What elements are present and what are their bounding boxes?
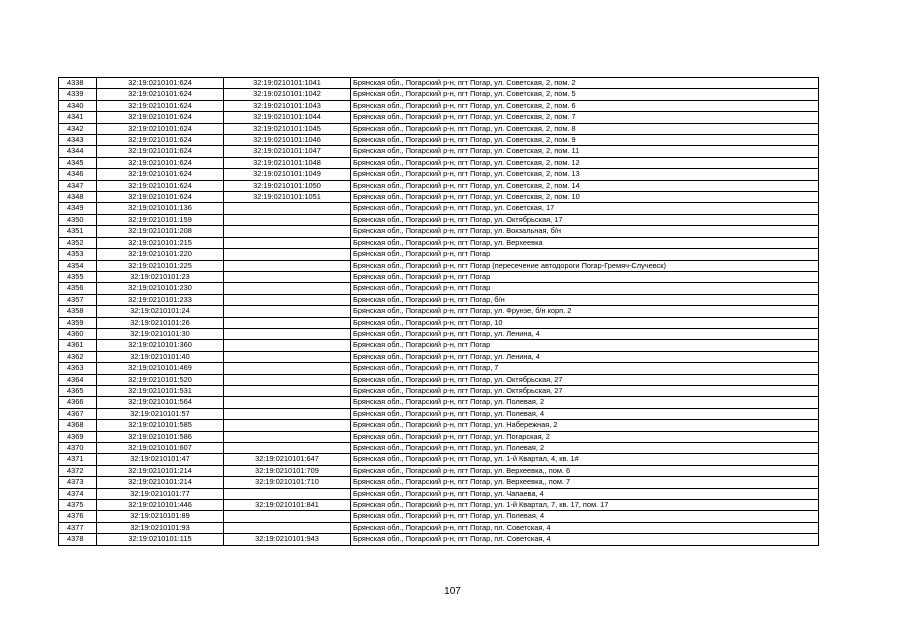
cell-address: Брянская обл., Погарский р-н, пгт Погар, ул. Полевая, 2 (351, 443, 819, 454)
registry-table-body (59, 78, 819, 546)
cell-object-cadastral-number (224, 443, 351, 454)
cell-cadastral-number: 32:19:0210101:520 (97, 374, 224, 385)
table-row (59, 89, 819, 100)
cell-address: Брянская обл., Погарский р-н, пгт Погар, ул. Погарская, 2 (351, 431, 819, 442)
cell-number: 4358 (59, 306, 97, 317)
cell-object-cadastral-number (224, 488, 351, 499)
cell-number: 4374 (59, 488, 97, 499)
cell-address: Брянская обл., Погарский р-н, пгт Погар, ул. 1-й Квартал, 4, кв. 1# (351, 454, 819, 465)
cell-object-cadastral-number: 32:19:0210101:1045 (224, 123, 351, 134)
cell-object-cadastral-number (224, 374, 351, 385)
cell-number: 4363 (59, 363, 97, 374)
cell-cadastral-number: 32:19:0210101:77 (97, 488, 224, 499)
cell-address: Брянская обл., Погарский р-н, пгт Погар, ул. Вокзальная, б/н (351, 226, 819, 237)
cell-object-cadastral-number (224, 203, 351, 214)
cell-number: 4361 (59, 340, 97, 351)
cell-number: 4375 (59, 500, 97, 511)
cell-address: Брянская обл., Погарский р-н, пгт Погар, ул. Полевая, 2 (351, 397, 819, 408)
cell-object-cadastral-number: 32:19:0210101:1042 (224, 89, 351, 100)
cell-number: 4368 (59, 420, 97, 431)
cell-cadastral-number: 32:19:0210101:93 (97, 522, 224, 533)
table-row (59, 283, 819, 294)
table-row (59, 260, 819, 271)
cell-number: 4344 (59, 146, 97, 157)
cell-address: Брянская обл., Погарский р-н, пгт Погар, ул. Ленина, 4 (351, 328, 819, 339)
table-row (59, 477, 819, 488)
table-row (59, 157, 819, 168)
cell-address: Брянская обл., Погарский р-н, пгт Погар (351, 271, 819, 282)
cell-number: 4360 (59, 328, 97, 339)
cell-address: Брянская обл., Погарский р-н, пгт Погар (пересечение автодороги Погар-Гремяч-Случевск) (351, 260, 819, 271)
cell-number: 4366 (59, 397, 97, 408)
cell-address: Брянская обл., Погарский р-н, пгт Погар, ул. Верхеевка (351, 237, 819, 248)
cell-address: Брянская обл., Погарский р-н, пгт Погар, ул. Верхеевка,, пом. 7 (351, 477, 819, 488)
table-row (59, 203, 819, 214)
cell-cadastral-number: 32:19:0210101:624 (97, 192, 224, 203)
cell-cadastral-number: 32:19:0210101:115 (97, 534, 224, 545)
cell-object-cadastral-number (224, 420, 351, 431)
cell-object-cadastral-number (224, 317, 351, 328)
table-row (59, 123, 819, 134)
cell-address: Брянская обл., Погарский р-н, пгт Погар, ул. Советская, 2, пом. 7 (351, 112, 819, 123)
cell-cadastral-number: 32:19:0210101:624 (97, 169, 224, 180)
cell-object-cadastral-number (224, 351, 351, 362)
property-registry-table (58, 77, 819, 546)
cell-address: Брянская обл., Погарский р-н, пгт Погар, ул. Советская, 2, пом. 11 (351, 146, 819, 157)
cell-number: 4376 (59, 511, 97, 522)
cell-address: Брянская обл., Погарский р-н, пгт Погар, ул. Советская, 2, пом. 6 (351, 100, 819, 111)
table-row (59, 317, 819, 328)
cell-cadastral-number: 32:19:0210101:446 (97, 500, 224, 511)
cell-address: Брянская обл., Погарский р-н, пгт Погар, ул. Советская, 2, пом. 13 (351, 169, 819, 180)
table-row (59, 522, 819, 533)
cell-number: 4345 (59, 157, 97, 168)
cell-address: Брянская обл., Погарский р-н, пгт Погар, ул. 1-й Квартал, 7, кв. 17, пом. 17 (351, 500, 819, 511)
cell-object-cadastral-number (224, 306, 351, 317)
table-row (59, 271, 819, 282)
table-row (59, 397, 819, 408)
cell-cadastral-number: 32:19:0210101:624 (97, 146, 224, 157)
cell-address: Брянская обл., Погарский р-н, пгт Погар, ул. Октябрьская, 27 (351, 385, 819, 396)
table-row (59, 192, 819, 203)
cell-number: 4341 (59, 112, 97, 123)
cell-address: Брянская обл., Погарский р-н, пгт Погар, ул. Советская, 2, пом. 5 (351, 89, 819, 100)
table-row (59, 328, 819, 339)
cell-object-cadastral-number (224, 283, 351, 294)
cell-cadastral-number: 32:19:0210101:607 (97, 443, 224, 454)
cell-address: Брянская обл., Погарский р-н, пгт Погар, пл. Советская, 4 (351, 522, 819, 533)
cell-object-cadastral-number: 32:19:0210101:1048 (224, 157, 351, 168)
cell-cadastral-number: 32:19:0210101:624 (97, 135, 224, 146)
cell-object-cadastral-number: 32:19:0210101:1049 (224, 169, 351, 180)
table-row (59, 146, 819, 157)
cell-address: Брянская обл., Погарский р-н, пгт Погар (351, 340, 819, 351)
cell-address: Брянская обл., Погарский р-н, пгт Погар, 10 (351, 317, 819, 328)
cell-object-cadastral-number: 32:19:0210101:841 (224, 500, 351, 511)
table-row (59, 511, 819, 522)
table-row (59, 169, 819, 180)
cell-cadastral-number: 32:19:0210101:469 (97, 363, 224, 374)
cell-cadastral-number: 32:19:0210101:47 (97, 454, 224, 465)
cell-cadastral-number: 32:19:0210101:230 (97, 283, 224, 294)
cell-object-cadastral-number (224, 522, 351, 533)
cell-number: 4372 (59, 465, 97, 476)
table-row (59, 351, 819, 362)
cell-object-cadastral-number (224, 397, 351, 408)
cell-object-cadastral-number (224, 237, 351, 248)
cell-address: Брянская обл., Погарский р-н, пгт Погар, ул. Чапаева, 4 (351, 488, 819, 499)
table-row (59, 340, 819, 351)
cell-cadastral-number: 32:19:0210101:159 (97, 214, 224, 225)
cell-address: Брянская обл., Погарский р-н, пгт Погар, ул. Советская, 2, пом. 9 (351, 135, 819, 146)
table-row (59, 443, 819, 454)
cell-object-cadastral-number: 32:19:0210101:1051 (224, 192, 351, 203)
cell-cadastral-number: 32:19:0210101:214 (97, 477, 224, 488)
cell-cadastral-number: 32:19:0210101:26 (97, 317, 224, 328)
cell-address: Брянская обл., Погарский р-н, пгт Погар, 7 (351, 363, 819, 374)
cell-address: Брянская обл., Погарский р-н, пгт Погар, ул. Советская, 2, пом. 12 (351, 157, 819, 168)
table-row (59, 112, 819, 123)
cell-address: Брянская обл., Погарский р-н, пгт Погар, ул. Фрунзе, б/н корп. 2 (351, 306, 819, 317)
table-row (59, 237, 819, 248)
cell-number: 4356 (59, 283, 97, 294)
cell-cadastral-number: 32:19:0210101:89 (97, 511, 224, 522)
cell-address: Брянская обл., Погарский р-н, пгт Погар, ул. Верхеевка,, пом. 6 (351, 465, 819, 476)
page-number: 107 (444, 586, 461, 597)
cell-address: Брянская обл., Погарский р-н, пгт Погар, ул. Советская, 2, пом. 8 (351, 123, 819, 134)
cell-number: 4377 (59, 522, 97, 533)
table-row (59, 500, 819, 511)
cell-address: Брянская обл., Погарский р-н, пгт Погар, ул. Советская, 17 (351, 203, 819, 214)
cell-address: Брянская обл., Погарский р-н, пгт Погар, ул. Советская, 2, пом. 2 (351, 78, 819, 89)
cell-number: 4357 (59, 294, 97, 305)
table-row (59, 249, 819, 260)
table-row (59, 214, 819, 225)
cell-address: Брянская обл., Погарский р-н, пгт Погар, ул. Полевая, 4 (351, 408, 819, 419)
cell-number: 4351 (59, 226, 97, 237)
cell-address: Брянская обл., Погарский р-н, пгт Погар, ул. Советская, 2, пом. 10 (351, 192, 819, 203)
cell-number: 4367 (59, 408, 97, 419)
cell-number: 4369 (59, 431, 97, 442)
table-row (59, 465, 819, 476)
cell-number: 4373 (59, 477, 97, 488)
cell-cadastral-number: 32:19:0210101:136 (97, 203, 224, 214)
cell-object-cadastral-number (224, 249, 351, 260)
table-row (59, 431, 819, 442)
table-row (59, 385, 819, 396)
cell-cadastral-number: 32:19:0210101:624 (97, 157, 224, 168)
cell-number: 4346 (59, 169, 97, 180)
table-row (59, 363, 819, 374)
table-row (59, 374, 819, 385)
cell-address: Брянская обл., Погарский р-н, пгт Погар, б/н (351, 294, 819, 305)
cell-cadastral-number: 32:19:0210101:30 (97, 328, 224, 339)
cell-object-cadastral-number: 32:19:0210101:1044 (224, 112, 351, 123)
cell-cadastral-number: 32:19:0210101:215 (97, 237, 224, 248)
cell-number: 4348 (59, 192, 97, 203)
cell-object-cadastral-number (224, 408, 351, 419)
cell-cadastral-number: 32:19:0210101:40 (97, 351, 224, 362)
cell-object-cadastral-number (224, 328, 351, 339)
cell-cadastral-number: 32:19:0210101:624 (97, 180, 224, 191)
cell-object-cadastral-number: 32:19:0210101:1043 (224, 100, 351, 111)
cell-number: 4359 (59, 317, 97, 328)
cell-object-cadastral-number: 32:19:0210101:1050 (224, 180, 351, 191)
cell-object-cadastral-number (224, 260, 351, 271)
cell-cadastral-number: 32:19:0210101:57 (97, 408, 224, 419)
cell-object-cadastral-number: 32:19:0210101:709 (224, 465, 351, 476)
cell-number: 4338 (59, 78, 97, 89)
cell-cadastral-number: 32:19:0210101:531 (97, 385, 224, 396)
cell-cadastral-number: 32:19:0210101:24 (97, 306, 224, 317)
cell-address: Брянская обл., Погарский р-н, пгт Погар, ул. Полевая, 4 (351, 511, 819, 522)
cell-number: 4340 (59, 100, 97, 111)
cell-address: Брянская обл., Погарский р-н, пгт Погар, ул. Ленина, 4 (351, 351, 819, 362)
table-row (59, 78, 819, 89)
cell-address: Брянская обл., Погарский р-н, пгт Погар, пл. Советская, 4 (351, 534, 819, 545)
cell-number: 4343 (59, 135, 97, 146)
cell-object-cadastral-number (224, 340, 351, 351)
cell-object-cadastral-number (224, 431, 351, 442)
cell-cadastral-number: 32:19:0210101:624 (97, 123, 224, 134)
cell-address: Брянская обл., Погарский р-н, пгт Погар, ул. Октябрьская, 27 (351, 374, 819, 385)
cell-object-cadastral-number (224, 385, 351, 396)
table-row (59, 306, 819, 317)
cell-cadastral-number: 32:19:0210101:23 (97, 271, 224, 282)
table-row (59, 135, 819, 146)
cell-object-cadastral-number: 32:19:0210101:943 (224, 534, 351, 545)
cell-object-cadastral-number: 32:19:0210101:1041 (224, 78, 351, 89)
cell-address: Брянская обл., Погарский р-н, пгт Погар (351, 249, 819, 260)
table-row (59, 408, 819, 419)
table-row (59, 100, 819, 111)
cell-cadastral-number: 32:19:0210101:360 (97, 340, 224, 351)
cell-number: 4350 (59, 214, 97, 225)
cell-number: 4339 (59, 89, 97, 100)
cell-cadastral-number: 32:19:0210101:624 (97, 78, 224, 89)
cell-address: Брянская обл., Погарский р-н, пгт Погар, ул. Октябрьская, 17 (351, 214, 819, 225)
cell-object-cadastral-number (224, 271, 351, 282)
cell-number: 4355 (59, 271, 97, 282)
cell-object-cadastral-number (224, 226, 351, 237)
cell-address: Брянская обл., Погарский р-н, пгт Погар (351, 283, 819, 294)
cell-object-cadastral-number (224, 511, 351, 522)
cell-address: Брянская обл., Погарский р-н, пгт Погар, ул. Набережная, 2 (351, 420, 819, 431)
cell-cadastral-number: 32:19:0210101:564 (97, 397, 224, 408)
cell-number: 4353 (59, 249, 97, 260)
cell-number: 4362 (59, 351, 97, 362)
cell-number: 4347 (59, 180, 97, 191)
cell-number: 4354 (59, 260, 97, 271)
cell-cadastral-number: 32:19:0210101:220 (97, 249, 224, 260)
cell-address: Брянская обл., Погарский р-н, пгт Погар, ул. Советская, 2, пом. 14 (351, 180, 819, 191)
table-row (59, 226, 819, 237)
cell-number: 4364 (59, 374, 97, 385)
cell-cadastral-number: 32:19:0210101:208 (97, 226, 224, 237)
cell-cadastral-number: 32:19:0210101:586 (97, 431, 224, 442)
cell-number: 4371 (59, 454, 97, 465)
cell-object-cadastral-number: 32:19:0210101:710 (224, 477, 351, 488)
cell-object-cadastral-number (224, 214, 351, 225)
cell-cadastral-number: 32:19:0210101:233 (97, 294, 224, 305)
table-row (59, 534, 819, 545)
cell-cadastral-number: 32:19:0210101:624 (97, 89, 224, 100)
cell-number: 4378 (59, 534, 97, 545)
cell-number: 4349 (59, 203, 97, 214)
cell-number: 4352 (59, 237, 97, 248)
cell-cadastral-number: 32:19:0210101:214 (97, 465, 224, 476)
cell-object-cadastral-number: 32:19:0210101:647 (224, 454, 351, 465)
table-row (59, 420, 819, 431)
table-row (59, 294, 819, 305)
cell-number: 4365 (59, 385, 97, 396)
table-row (59, 180, 819, 191)
cell-number: 4342 (59, 123, 97, 134)
cell-cadastral-number: 32:19:0210101:225 (97, 260, 224, 271)
cell-cadastral-number: 32:19:0210101:585 (97, 420, 224, 431)
table-row (59, 488, 819, 499)
cell-number: 4370 (59, 443, 97, 454)
cell-object-cadastral-number (224, 363, 351, 374)
table-row (59, 454, 819, 465)
cell-object-cadastral-number: 32:19:0210101:1046 (224, 135, 351, 146)
cell-object-cadastral-number: 32:19:0210101:1047 (224, 146, 351, 157)
cell-cadastral-number: 32:19:0210101:624 (97, 100, 224, 111)
cell-cadastral-number: 32:19:0210101:624 (97, 112, 224, 123)
cell-object-cadastral-number (224, 294, 351, 305)
